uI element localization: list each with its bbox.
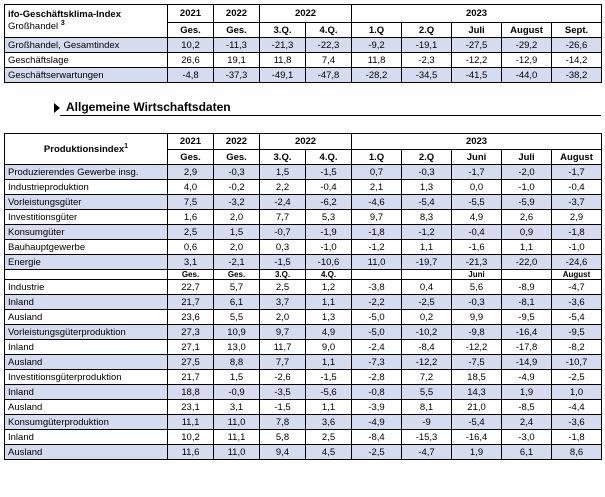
table-row (5, 68, 602, 83)
cell-value: -2,0 (502, 165, 552, 180)
cell-value: 1,0 (552, 385, 602, 400)
cell-value: 22,7 (168, 280, 214, 295)
row-label: Industrieproduktion (5, 180, 168, 195)
cell-value: -4,7 (552, 280, 602, 295)
cell-value: 1,3 (402, 180, 452, 195)
cell-value: 9,9 (452, 310, 502, 325)
period-header: Juli (452, 23, 502, 38)
cell-value: -1,8 (552, 430, 602, 445)
year-header: 2021 (168, 5, 214, 23)
cell-value: -21,3 (452, 255, 502, 270)
table-row (5, 295, 602, 310)
cell-value: 18,8 (168, 385, 214, 400)
cell-value: 5,5 (402, 385, 452, 400)
cell-value: 8,1 (402, 400, 452, 415)
cell-value: 27,1 (168, 340, 214, 355)
cell-value: -2,5 (552, 370, 602, 385)
cell-value: 0,3 (260, 240, 306, 255)
cell-value: 11,8 (352, 53, 402, 68)
cell-value: -27,5 (452, 38, 502, 53)
cell-value: -16,4 (452, 430, 502, 445)
row-label: Konsumgüterproduktion (5, 415, 168, 430)
row-label: Vorleistungsgüterproduktion (5, 325, 168, 340)
period-header: 4.Q. (306, 150, 352, 165)
period-header: 3.Q. (260, 23, 306, 38)
cell-value: -14,9 (502, 355, 552, 370)
table-row (5, 445, 602, 460)
cell-value: -0,4 (306, 180, 352, 195)
cell-value: -2,8 (352, 370, 402, 385)
period-header: Juli (502, 150, 552, 165)
cell-value: -6,2 (306, 195, 352, 210)
cell-value: -5,4 (452, 415, 502, 430)
row-label: Großhandel, Gesamtindex (5, 38, 168, 53)
cell-value: -2,3 (402, 53, 452, 68)
cell-value: 5,7 (214, 280, 260, 295)
cell-value: -10,7 (552, 355, 602, 370)
section-title: Allgemeine Wirtschaftsdaten (54, 100, 231, 114)
table-row (5, 370, 602, 385)
cell-value: -9,5 (552, 325, 602, 340)
year-header: 2023 (352, 134, 602, 150)
cell-value: -0,9 (214, 385, 260, 400)
cell-value: -5,0 (352, 325, 402, 340)
cell-value: -8,2 (552, 340, 602, 355)
table-row (5, 430, 602, 445)
cell-value: 3,1 (168, 255, 214, 270)
cell-value: -28,2 (352, 68, 402, 83)
production-index-table (4, 133, 602, 460)
cell-value: 8,8 (214, 355, 260, 370)
cell-value: -4,6 (352, 195, 402, 210)
cell-value: 0,7 (352, 165, 402, 180)
cell-value: -5,6 (306, 385, 352, 400)
cell-value: 7,7 (260, 210, 306, 225)
cell-value: 1,1 (306, 295, 352, 310)
cell-value: -8,9 (502, 280, 552, 295)
cell-value: 9,7 (352, 210, 402, 225)
cell-value: 2,1 (352, 180, 402, 195)
table-row (5, 240, 602, 255)
cell-value: 11,1 (168, 415, 214, 430)
table-row (5, 180, 602, 195)
cell-value: -1,0 (502, 180, 552, 195)
table-header-years (5, 5, 602, 23)
cell-value: -1,2 (352, 240, 402, 255)
cell-value: 7,8 (260, 415, 306, 430)
row-label: Ausland (5, 355, 168, 370)
cell-value: 0,2 (402, 310, 452, 325)
triangle-icon (54, 103, 60, 113)
cell-value: -22,3 (306, 38, 352, 53)
cell-value: 11,8 (260, 53, 306, 68)
table-row (5, 355, 602, 370)
cell-value: 1,5 (260, 165, 306, 180)
cell-value: -4,9 (352, 415, 402, 430)
cell-value: -5,4 (552, 310, 602, 325)
cell-value: 1,1 (402, 240, 452, 255)
cell-value: -19,1 (402, 38, 452, 53)
cell-value: -1,6 (452, 240, 502, 255)
cell-value: 18,5 (452, 370, 502, 385)
year-header: 2021 (168, 134, 214, 150)
ifo-index-table (4, 4, 602, 83)
row-label: Inland (5, 385, 168, 400)
row-label: Geschäftslage (5, 53, 168, 68)
cell-value: 23,1 (168, 400, 214, 415)
overlap-header-row: Ges. Ges. 3.Q. 4.Q. Juni August (5, 270, 602, 280)
cell-value: 0,4 (402, 280, 452, 295)
cell-value: 1,1 (502, 240, 552, 255)
cell-value: -16,4 (502, 325, 552, 340)
period-header: August (552, 150, 602, 165)
cell-value: 2,0 (260, 310, 306, 325)
cell-value: -0,8 (352, 385, 402, 400)
cell-value: 1,2 (306, 280, 352, 295)
cell-value: 1,1 (306, 355, 352, 370)
period-header: Juni (452, 150, 502, 165)
cell-value: -1,5 (306, 370, 352, 385)
cell-value: 1,9 (502, 385, 552, 400)
cell-value: -1,5 (260, 255, 306, 270)
cell-value: 3,6 (306, 415, 352, 430)
cell-value: -26,6 (552, 38, 602, 53)
year-header: 2023 (352, 5, 602, 23)
cell-value: -0,3 (402, 165, 452, 180)
cell-value: 1,6 (168, 210, 214, 225)
period-header: Ges. (214, 150, 260, 165)
cell-value: -10,6 (306, 255, 352, 270)
cell-value: -1,5 (260, 400, 306, 415)
cell-value: -1,7 (552, 165, 602, 180)
cell-value: -14,2 (552, 53, 602, 68)
cell-value: 11,7 (260, 340, 306, 355)
cell-value: 10,2 (168, 38, 214, 53)
table-row (5, 385, 602, 400)
table-row (5, 195, 602, 210)
row-label: Ausland (5, 445, 168, 460)
cell-value: -1,8 (352, 225, 402, 240)
cell-value: -1,5 (306, 165, 352, 180)
cell-value: -9 (402, 415, 452, 430)
cell-value: 4,9 (306, 325, 352, 340)
cell-value: -41,5 (452, 68, 502, 83)
year-header: 2022 (260, 134, 352, 150)
cell-value: -1,0 (552, 240, 602, 255)
row-label: Ausland (5, 400, 168, 415)
cell-value: 23,6 (168, 310, 214, 325)
cell-value: -9,5 (502, 310, 552, 325)
cell-value: 4,5 (306, 445, 352, 460)
cell-value: -0,2 (214, 180, 260, 195)
cell-value: 0,9 (502, 225, 552, 240)
cell-value: 2,5 (306, 430, 352, 445)
cell-value: -12,9 (502, 53, 552, 68)
cell-value: -5,9 (502, 195, 552, 210)
cell-value: 7,5 (168, 195, 214, 210)
cell-value: 11,0 (352, 255, 402, 270)
cell-value: -0,7 (260, 225, 306, 240)
row-label: Geschäftserwartungen (5, 68, 168, 83)
cell-value: -17,8 (502, 340, 552, 355)
cell-value: -5,4 (402, 195, 452, 210)
cell-value: -10,2 (402, 325, 452, 340)
table-title: ifo-Geschäftsklima-Index Großhandel $^3$ (5, 5, 168, 38)
cell-value: -21,3 (260, 38, 306, 53)
cell-value: 2,9 (552, 210, 602, 225)
table-row (5, 255, 602, 270)
cell-value: -12,2 (402, 355, 452, 370)
cell-value: -19,7 (402, 255, 452, 270)
year-header: 2022 (214, 5, 260, 23)
cell-value: -0,3 (214, 165, 260, 180)
cell-value: -2,5 (352, 445, 402, 460)
cell-value: 27,3 (168, 325, 214, 340)
cell-value: -5,0 (352, 310, 402, 325)
cell-value: -3,8 (352, 280, 402, 295)
cell-value: 11,0 (214, 445, 260, 460)
cell-value: -2,1 (214, 255, 260, 270)
table-row (5, 415, 602, 430)
cell-value: -0,4 (552, 180, 602, 195)
cell-value: 5,6 (452, 280, 502, 295)
cell-value: -24,6 (552, 255, 602, 270)
cell-value: 7,4 (306, 53, 352, 68)
cell-value: 2,5 (168, 225, 214, 240)
cell-value: -3,0 (502, 430, 552, 445)
cell-value: -2,5 (402, 295, 452, 310)
cell-value: -5,5 (452, 195, 502, 210)
cell-value: 10,2 (168, 430, 214, 445)
period-header: Ges. (168, 23, 214, 38)
period-header: 2.Q (402, 150, 452, 165)
row-label: Investitionsgüterproduktion (5, 370, 168, 385)
cell-value: 1,1 (306, 400, 352, 415)
row-label: Inland (5, 430, 168, 445)
cell-value: 1,5 (214, 370, 260, 385)
cell-value: 0,0 (452, 180, 502, 195)
table-row (5, 280, 602, 295)
period-header: Ges. (214, 23, 260, 38)
cell-value: 2,6 (502, 210, 552, 225)
row-label: Konsumgüter (5, 225, 168, 240)
cell-value: 19,1 (214, 53, 260, 68)
cell-value: -8,4 (402, 340, 452, 355)
cell-value: -3,6 (552, 295, 602, 310)
cell-value: 6,1 (214, 295, 260, 310)
table-row (5, 210, 602, 225)
period-header: Sept. (552, 23, 602, 38)
cell-value: 6,1 (502, 445, 552, 460)
cell-value: 3,7 (260, 295, 306, 310)
row-label: Ausland (5, 310, 168, 325)
table-title: Produktionsindex$^1$ (5, 134, 168, 165)
cell-value: -7,5 (452, 355, 502, 370)
cell-value: 11,1 (214, 430, 260, 445)
cell-value: 7,2 (402, 370, 452, 385)
cell-value: -1,2 (402, 225, 452, 240)
cell-value: -3,2 (214, 195, 260, 210)
cell-value: -1,9 (306, 225, 352, 240)
cell-value: -1,0 (306, 240, 352, 255)
table-header-years (5, 134, 602, 150)
row-label: Vorleistungsgüter (5, 195, 168, 210)
cell-value: -3,9 (352, 400, 402, 415)
cell-value: 14,3 (452, 385, 502, 400)
row-label: Inland (5, 295, 168, 310)
cell-value: 1,9 (452, 445, 502, 460)
cell-value: -4,9 (502, 370, 552, 385)
cell-value: 8,3 (402, 210, 452, 225)
cell-value: 5,5 (214, 310, 260, 325)
period-header: 4.Q. (306, 23, 352, 38)
year-header: 2022 (260, 5, 352, 23)
table-row (5, 325, 602, 340)
cell-value: -0,4 (452, 225, 502, 240)
cell-value: 2,9 (168, 165, 214, 180)
cell-value: -4,8 (168, 68, 214, 83)
cell-value: 1,3 (306, 310, 352, 325)
cell-value: 8,6 (552, 445, 602, 460)
period-header: 1.Q (352, 23, 402, 38)
cell-value: -2,4 (260, 195, 306, 210)
cell-value: -12,2 (452, 340, 502, 355)
cell-value: 4,9 (452, 210, 502, 225)
cell-value: -38,2 (552, 68, 602, 83)
cell-value: 21,7 (168, 370, 214, 385)
cell-value: -49,1 (260, 68, 306, 83)
cell-value: 1,5 (214, 225, 260, 240)
cell-value: -8,4 (352, 430, 402, 445)
cell-value: -3,6 (552, 415, 602, 430)
period-header: 2.Q (402, 23, 452, 38)
cell-value: -8,5 (502, 400, 552, 415)
cell-value: 21,7 (168, 295, 214, 310)
cell-value: 21,0 (452, 400, 502, 415)
cell-value: -9,2 (352, 38, 402, 53)
cell-value: -11,3 (214, 38, 260, 53)
cell-value: -2,2 (352, 295, 402, 310)
cell-value: -34,5 (402, 68, 452, 83)
section-divider (60, 115, 601, 116)
cell-value: -4,7 (402, 445, 452, 460)
cell-value: 11,6 (168, 445, 214, 460)
row-label: Inland (5, 340, 168, 355)
cell-value: 2,2 (260, 180, 306, 195)
table-row (5, 340, 602, 355)
cell-value: -22,0 (502, 255, 552, 270)
table-row (5, 310, 602, 325)
cell-value: 4,0 (168, 180, 214, 195)
cell-value: 9,0 (306, 340, 352, 355)
cell-value: 10,9 (214, 325, 260, 340)
period-header: Ges. (168, 150, 214, 165)
cell-value: 2,5 (260, 280, 306, 295)
cell-value: 0,6 (168, 240, 214, 255)
row-label: Investitionsgüter (5, 210, 168, 225)
cell-value: -2,4 (352, 340, 402, 355)
cell-value: 11,0 (214, 415, 260, 430)
cell-value: 9,4 (260, 445, 306, 460)
period-header: August (502, 23, 552, 38)
table-row (5, 400, 602, 415)
cell-value: 2,0 (214, 240, 260, 255)
cell-value: 5,3 (306, 210, 352, 225)
cell-value: 9,7 (260, 325, 306, 340)
table-row (5, 53, 602, 68)
cell-value: -2,6 (260, 370, 306, 385)
cell-value: -37,3 (214, 68, 260, 83)
cell-value: 26,6 (168, 53, 214, 68)
year-header: 2022 (214, 134, 260, 150)
cell-value: -8,1 (502, 295, 552, 310)
cell-value: -1,8 (552, 225, 602, 240)
cell-value: -29,2 (502, 38, 552, 53)
row-label: Produzierendes Gewerbe insg. (5, 165, 168, 180)
cell-value: -9,8 (452, 325, 502, 340)
cell-value: -1,7 (452, 165, 502, 180)
cell-value: 2,4 (502, 415, 552, 430)
cell-value: -0,3 (452, 295, 502, 310)
cell-value: -4,4 (552, 400, 602, 415)
cell-value: 2,0 (214, 210, 260, 225)
cell-value: -44,0 (502, 68, 552, 83)
cell-value: -3,5 (260, 385, 306, 400)
cell-value: -15,3 (402, 430, 452, 445)
period-header: 3.Q. (260, 150, 306, 165)
cell-value: -12,2 (452, 53, 502, 68)
row-label: Energie (5, 255, 168, 270)
cell-value: -7,3 (352, 355, 402, 370)
cell-value: 13,0 (214, 340, 260, 355)
row-label: Industrie (5, 280, 168, 295)
table-row (5, 38, 602, 53)
period-header: 1.Q (352, 150, 402, 165)
cell-value: 3,1 (214, 400, 260, 415)
cell-value: -47,8 (306, 68, 352, 83)
cell-value: 27,5 (168, 355, 214, 370)
cell-value: 5,8 (260, 430, 306, 445)
cell-value: -3,7 (552, 195, 602, 210)
table-row (5, 225, 602, 240)
row-label: Bauhauptgewerbe (5, 240, 168, 255)
table-row (5, 165, 602, 180)
cell-value: 7,7 (260, 355, 306, 370)
